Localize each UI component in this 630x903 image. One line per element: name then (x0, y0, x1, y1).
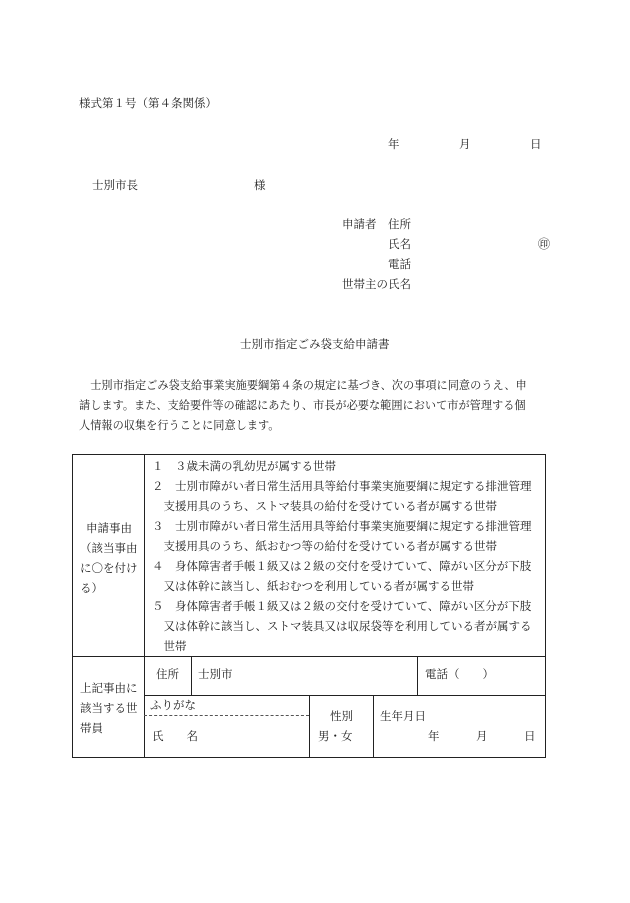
reason-item-3-line-2: 支援用具のうち、紙おむつ等の給付を受けている者が属する世帯 (152, 539, 497, 553)
birth-year-label: 年 (428, 729, 440, 743)
reason-item-2-line-2: 支援用具のうち、ストマ装具の給付を受けている者が属する世帯 (152, 499, 497, 513)
intro-line-1: 士別市指定ごみ袋支給事業実施要綱第４条の規定に基づき、次の事項に同意のうえ、申 (79, 379, 527, 392)
gender-label: 性別 (330, 709, 353, 723)
furigana-divider (144, 715, 309, 716)
phone-divider (417, 656, 418, 695)
member-name-label: 氏 名 (152, 729, 198, 743)
gender-options: 男・女 (318, 729, 353, 743)
reason-item-5-line-3: 世帯 (152, 639, 187, 653)
applicant-phone-label: 電話 (388, 257, 411, 271)
label-column-divider (144, 455, 145, 757)
reason-item-1-line-1: １ ３歳未満の乳幼児が属する世帯 (152, 459, 336, 473)
form-number: 様式第１号（第４条関係） (79, 96, 217, 110)
birth-month-label: 月 (476, 729, 488, 743)
address-row-divider (144, 695, 545, 696)
reasons-label-line-4: る） (80, 581, 103, 595)
addressee-honorific: 様 (254, 178, 266, 192)
birthdate-label: 生年月日 (380, 709, 426, 723)
applicant-label: 申請者 (342, 217, 377, 231)
member-address-value: 士別市 (198, 667, 233, 681)
reason-item-3-line-1: ３ 士別市障がい者日常生活用具等給付事業実施要綱に規定する排泄管理 (152, 519, 532, 533)
date-year-label: 年 (388, 137, 400, 151)
householder-name-label: 世帯主の氏名 (342, 277, 411, 291)
application-form-table (72, 454, 546, 758)
reasons-label-line-2: （該当事由 (80, 541, 138, 555)
member-phone-label: 電話（ ） (425, 667, 494, 681)
reason-item-5-line-1: ５ 身体障害者手帳１級又は２級の交付を受けていて、障がい区分が下肢 (152, 599, 532, 613)
gender-birthdate-divider (373, 695, 374, 757)
document-title: 士別市指定ごみ袋支給申請書 (240, 337, 390, 351)
applicant-address-label: 住所 (388, 217, 411, 231)
intro-line-2: 請します。また、支給要件等の確認にあたり、市長が必要な範囲において市が管理する個 (79, 399, 526, 412)
reason-item-2-line-1: ２ 士別市障がい者日常生活用具等給付事業実施要綱に規定する排泄管理 (152, 479, 532, 493)
address-label-divider (191, 656, 192, 695)
members-label-line-3: 帯員 (80, 721, 103, 735)
name-gender-divider (309, 695, 310, 757)
reason-item-4-line-2: 又は体幹に該当し、紙おむつを利用している者が属する世帯 (152, 579, 474, 593)
reason-item-4-line-1: ４ 身体障害者手帳１級又は２級の交付を受けていて、障がい区分が下肢 (152, 559, 532, 573)
date-day-label: 日 (530, 137, 542, 151)
members-label-line-2: 該当する世 (80, 701, 138, 715)
furigana-label: ふりがな (150, 698, 196, 712)
seal-mark: ㊞ (538, 237, 551, 251)
members-label-line-1: 上記事由に (80, 681, 138, 695)
birth-day-label: 日 (524, 729, 536, 743)
date-month-label: 月 (459, 137, 471, 151)
member-address-label: 住所 (156, 667, 179, 681)
intro-line-3: 人情報の収集を行うことに同意します。 (79, 419, 280, 432)
section-divider (73, 656, 545, 657)
addressee: 士別市長 (92, 178, 138, 192)
reasons-label-line-1: 申請事由 (86, 521, 132, 535)
applicant-name-label: 氏名 (388, 237, 411, 251)
reason-item-5-line-2: 又は体幹に該当し、ストマ装具又は収尿袋等を利用している者が属する (152, 619, 532, 633)
reasons-label-line-3: に〇を付け (80, 561, 138, 575)
